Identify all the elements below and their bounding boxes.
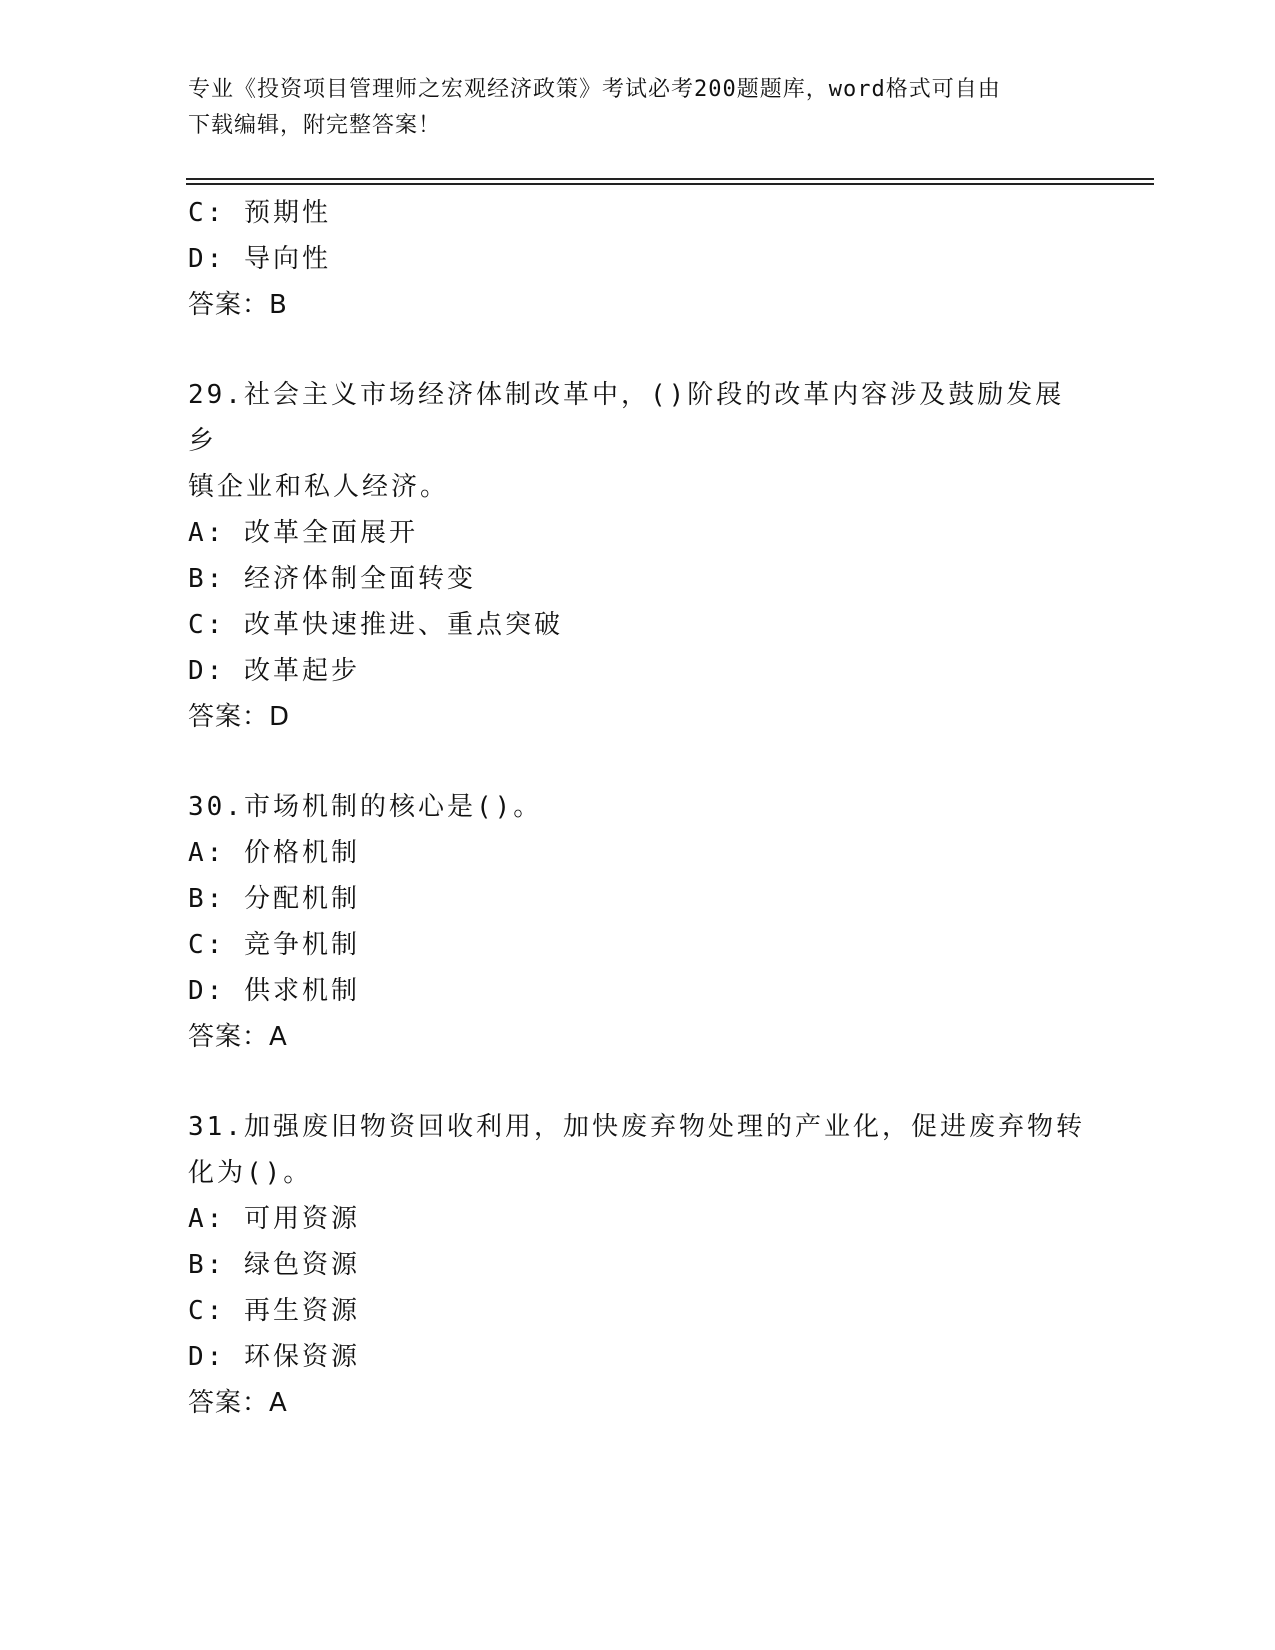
option-b [188, 876, 1088, 922]
header-line-2: 下载编辑，附完整答案！ [188, 113, 442, 138]
option-text: 分配机制 [243, 884, 360, 914]
option-c [188, 922, 1088, 968]
question-block-29 [188, 372, 1088, 740]
option-c [188, 1288, 1088, 1334]
option-d [188, 648, 1088, 694]
question-stem-line-1: 30.市场机制的核心是()。 [188, 792, 543, 822]
answer-line: 答案：A [188, 1022, 288, 1052]
option-b [188, 1242, 1088, 1288]
option-label: C: [188, 930, 226, 960]
document-header [188, 72, 1068, 144]
header-divider-bottom [186, 183, 1154, 185]
header-divider-top [186, 178, 1154, 180]
option-a [188, 830, 1088, 876]
option-text: 改革快速推进、重点突破 [243, 610, 563, 640]
option-a [188, 510, 1088, 556]
option-text: 绿色资源 [243, 1250, 360, 1280]
option-label: B: [188, 884, 226, 914]
option-text: 改革全面展开 [243, 518, 418, 548]
option-text: 环保资源 [243, 1342, 360, 1372]
option-b [188, 556, 1088, 602]
question-stem [188, 1104, 1088, 1196]
option-d [188, 968, 1088, 1014]
option-d [188, 1334, 1088, 1380]
header-line-1: 专业《投资项目管理师之宏观经济政策》考试必考200题题库，word格式可自由 [188, 77, 1001, 102]
question-stem-line-1: 31.加强废旧物资回收利用，加快废弃物处理的产业化，促进废弃物转 [188, 1112, 1085, 1142]
option-text: 竞争机制 [243, 930, 360, 960]
option-label: D: [188, 656, 226, 686]
question-stem-line-2: 镇企业和私人经济。 [188, 472, 450, 502]
option-label: B: [188, 564, 226, 594]
question-block-31 [188, 1104, 1088, 1426]
option-text: 可用资源 [243, 1204, 360, 1234]
option-label: B: [188, 1250, 226, 1280]
option-label: C: [188, 198, 226, 228]
question-list [188, 190, 1088, 1426]
option-label: D: [188, 1342, 226, 1372]
option-label: A: [188, 518, 226, 548]
answer-line: 答案：B [188, 290, 288, 320]
question-stem [188, 372, 1088, 510]
option-text: 价格机制 [243, 838, 360, 868]
option-label: A: [188, 838, 226, 868]
option-label: D: [188, 244, 226, 274]
option-text: 预期性 [243, 198, 331, 228]
option-text: 导向性 [243, 244, 331, 274]
option-text: 再生资源 [243, 1296, 360, 1326]
option-label: D: [188, 976, 226, 1006]
option-text: 经济体制全面转变 [243, 564, 476, 594]
option-label: C: [188, 610, 226, 640]
option-a [188, 1196, 1088, 1242]
question-stem-line-1: 29.社会主义市场经济体制改革中，()阶段的改革内容涉及鼓励发展乡 [188, 380, 1065, 456]
option-d [188, 236, 1088, 282]
question-stem [188, 784, 1088, 830]
answer-line: 答案：A [188, 1388, 288, 1418]
answer-line: 答案：D [188, 702, 291, 732]
option-c [188, 190, 1088, 236]
option-c [188, 602, 1088, 648]
option-text: 供求机制 [243, 976, 360, 1006]
question-block-30 [188, 784, 1088, 1060]
question-block-partial [188, 190, 1088, 328]
option-label: C: [188, 1296, 226, 1326]
question-stem-line-2: 化为()。 [188, 1158, 313, 1188]
option-text: 改革起步 [243, 656, 360, 686]
option-label: A: [188, 1204, 226, 1234]
